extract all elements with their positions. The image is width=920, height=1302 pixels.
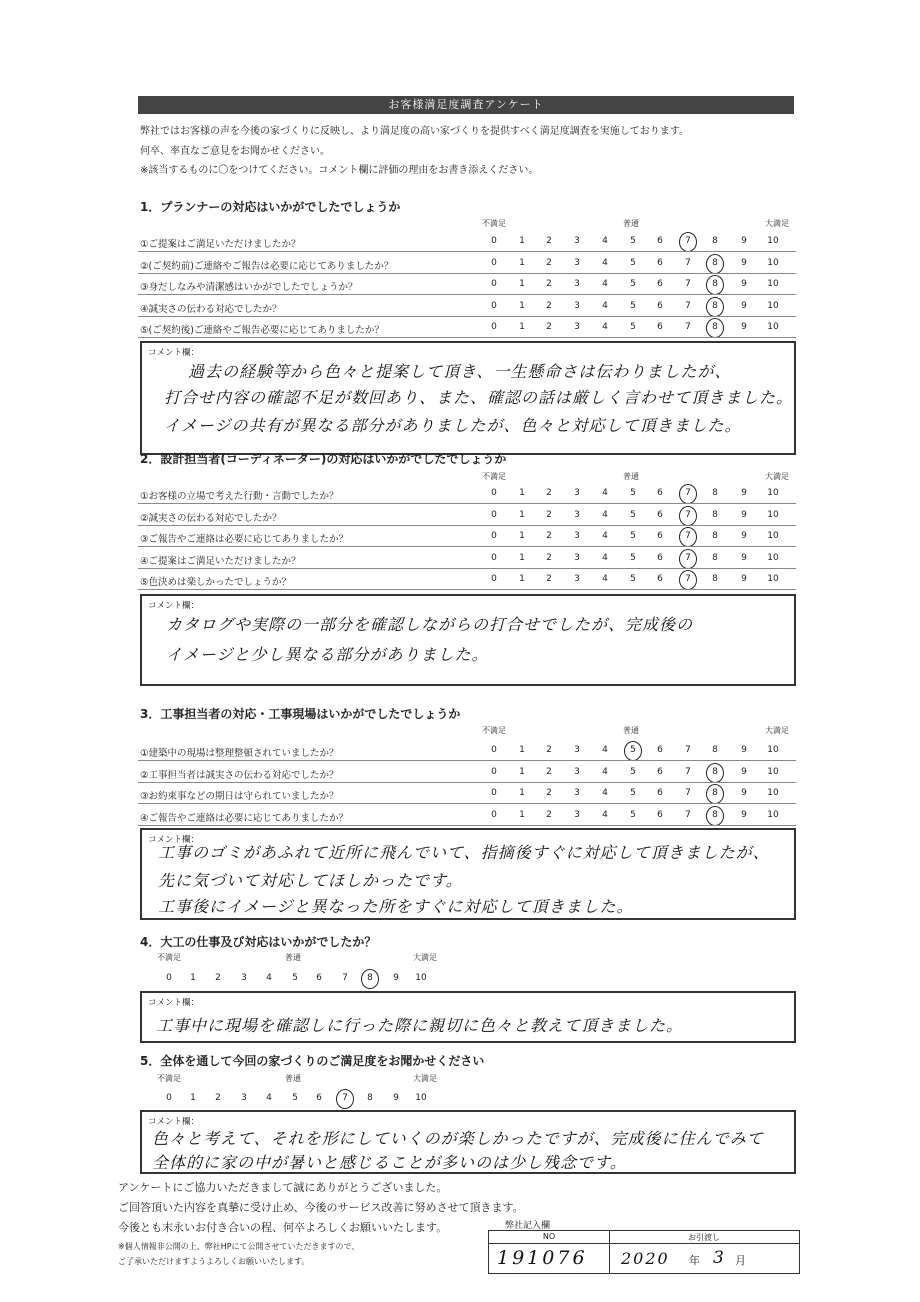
section-1-q1-option-8[interactable]: 8 <box>712 236 718 246</box>
section-1-q1-selected-circle <box>679 232 697 252</box>
section-3-q1-option-6[interactable]: 6 <box>657 745 663 755</box>
section-3-q3-option-0[interactable]: 0 <box>491 788 497 798</box>
section-3-row-divider-4 <box>138 825 796 826</box>
section-3-heading: 3．工事担当者の対応・工事現場はいかがでしたでしょうか <box>140 707 461 721</box>
section-2-q2-option-10[interactable]: 10 <box>767 509 779 520</box>
section-2-q2-option-1[interactable]: 1 <box>519 509 525 520</box>
section-1-q5-option-7[interactable]: 7 <box>685 322 691 332</box>
section-2-q5-option-1[interactable]: 1 <box>519 574 525 584</box>
section-2-heading: 2．設計担当者(コーディネーター)の対応はいかがでしたでしょうか <box>140 452 507 466</box>
admin-label: 弊社記入欄 <box>505 1221 551 1231</box>
section-1-q4-option-6[interactable]: 6 <box>657 300 663 311</box>
section-5-option-4[interactable]: 4 <box>266 1093 272 1103</box>
section-1-question-5: ⑤(ご契約後)ご連絡やご報告必要に応じてありましたか？ <box>140 325 384 336</box>
section-1-q1-option-2[interactable]: 2 <box>546 236 552 246</box>
section-3-q2-option-0[interactable]: 0 <box>491 766 497 777</box>
section-1-row-divider-2 <box>138 273 796 274</box>
footer-thanks: アンケートにご協力いただきまして誠にありがとうございました。 <box>118 1181 448 1194</box>
section-2-q2-option-7[interactable]: 7 <box>685 509 691 520</box>
comment-label: コメント欄： <box>148 1117 200 1127</box>
section-3-question-4: ④ご報告やご連絡は必要に応じてありましたか？ <box>140 812 349 824</box>
section-2-q2-option-8[interactable]: 8 <box>712 509 718 520</box>
section-3-q4-option-4[interactable]: 4 <box>602 809 608 820</box>
section-3-q1-option-4[interactable]: 4 <box>602 745 608 755</box>
section-2-q3-option-3[interactable]: 3 <box>574 531 580 541</box>
admin-month-unit: 月 <box>735 1254 746 1267</box>
section-3-q1-option-8[interactable]: 8 <box>712 745 718 755</box>
section-4-option-8[interactable]: 8 <box>367 973 373 983</box>
section-3-q1-option-5[interactable]: 5 <box>630 745 636 755</box>
section-2-q4-option-2[interactable]: 2 <box>546 552 552 563</box>
section-2-q1-option-1[interactable]: 1 <box>519 488 525 498</box>
section-2-q1-option-3[interactable]: 3 <box>574 488 580 498</box>
section-1-question-1: ①ご提案はご満足いただけましたか？ <box>140 239 301 250</box>
section-4-option-4[interactable]: 4 <box>266 973 272 983</box>
section-3-q1-option-7[interactable]: 7 <box>685 745 691 755</box>
section-1-q3-option-8[interactable]: 8 <box>712 279 718 289</box>
section-2-q3-option-0[interactable]: 0 <box>491 531 497 541</box>
section-3-q1-option-1[interactable]: 1 <box>519 745 525 755</box>
section-5-option-1[interactable]: 1 <box>190 1093 196 1103</box>
section-2-q1-option-8[interactable]: 8 <box>712 488 718 498</box>
section-3-q3-option-9[interactable]: 9 <box>741 788 747 798</box>
section-2-q5-option-3[interactable]: 3 <box>574 574 580 584</box>
section-3-q4-option-9[interactable]: 9 <box>741 809 747 820</box>
section-2-q3-selected-circle <box>679 527 697 547</box>
section-3-q3-option-5[interactable]: 5 <box>630 788 636 798</box>
section-3-scale-low: 不満足 <box>482 726 506 735</box>
section-1-q1-option-5[interactable]: 5 <box>630 236 636 246</box>
section-5-scale-low: 不満足 <box>157 1074 181 1083</box>
section-2-q2-option-5[interactable]: 5 <box>630 509 636 520</box>
section-2-q5-selected-circle <box>679 570 697 590</box>
section-1-q5-option-0[interactable]: 0 <box>491 322 497 332</box>
section-4-option-6[interactable]: 6 <box>316 973 322 983</box>
section-1-q3-option-6[interactable]: 6 <box>657 279 663 289</box>
section-3-q2-option-6[interactable]: 6 <box>657 766 663 777</box>
section-1-q4-option-9[interactable]: 9 <box>741 300 747 311</box>
section-1-q2-selected-circle <box>706 254 724 274</box>
section-2-row-divider-2 <box>138 525 796 526</box>
section-5-heading: 5．全体を通して今回の家づくりのご満足度をお聞かせください <box>140 1054 485 1068</box>
admin-month-value: 3 <box>713 1248 725 1268</box>
section-3-row-divider-2 <box>138 782 796 783</box>
section-1-q5-option-5[interactable]: 5 <box>630 322 636 332</box>
section-2-question-5: ⑤色決めは楽しかったでしょうか？ <box>140 577 292 588</box>
section-1-q3-option-5[interactable]: 5 <box>630 279 636 289</box>
admin-no-value: 191076 <box>497 1247 588 1269</box>
section-2-question-4: ④ご提案はご満足いただけましたか？ <box>140 555 301 567</box>
section-3-q2-option-4[interactable]: 4 <box>602 766 608 777</box>
section-2-question-3: ③ご報告やご連絡は必要に応じてありましたか？ <box>140 534 349 545</box>
section-2-q2-option-0[interactable]: 0 <box>491 509 497 520</box>
section-3-q3-selected-circle <box>706 784 724 804</box>
section-3-q3-option-1[interactable]: 1 <box>519 788 525 798</box>
section-3-q4-option-5[interactable]: 5 <box>630 809 636 820</box>
section-5-option-7[interactable]: 7 <box>342 1093 348 1103</box>
admin-year-unit: 年 <box>689 1254 700 1267</box>
section-3-q2-option-9[interactable]: 9 <box>741 766 747 777</box>
section-1-comment-line-3: イメージの共有が異なる部分がありましたが、色々と対応して頂きました。 <box>164 416 742 435</box>
section-1-q3-option-10[interactable]: 10 <box>767 279 779 289</box>
section-2-question-2: ②誠実さの伝わる対応でしたか？ <box>140 512 282 524</box>
section-3-row-divider-1 <box>138 760 796 761</box>
section-1-q2-option-2[interactable]: 2 <box>546 257 552 268</box>
section-2-q1-option-2[interactable]: 2 <box>546 488 552 498</box>
section-2-q2-option-2[interactable]: 2 <box>546 509 552 520</box>
section-3-q3-option-8[interactable]: 8 <box>712 788 718 798</box>
section-4-option-3[interactable]: 3 <box>241 973 247 983</box>
section-3-comment-line-3: 工事後にイメージと異なった所をすぐに対応して頂きました。 <box>158 897 634 916</box>
section-4-scale-mid: 普通 <box>285 953 301 962</box>
section-1-scale-mid: 普通 <box>623 219 639 228</box>
section-1-question-2: ②(ご契約前)ご連絡やご報告は必要に応じてありましたか？ <box>140 260 394 272</box>
section-2-question-1: ①お客様の立場で考えた行動・言動でしたか？ <box>140 491 339 502</box>
section-2-q1-option-6[interactable]: 6 <box>657 488 663 498</box>
section-1-row-divider-3 <box>138 294 796 295</box>
section-2-q3-option-9[interactable]: 9 <box>741 531 747 541</box>
section-4-comment-line-1: 工事中に現場を確認しに行った際に親切に色々と教えて頂きました。 <box>156 1016 684 1035</box>
section-1-q4-option-10[interactable]: 10 <box>767 300 779 311</box>
section-1-comment-line-1: 過去の経験等から色々と提案して頂き、一生懸命さは伝わりましたが、 <box>188 362 732 381</box>
section-1-q1-option-9[interactable]: 9 <box>741 236 747 246</box>
section-2-comment-line-2: イメージと少し異なる部分がありました。 <box>166 645 489 664</box>
privacy-note-2: ご了承いただけますようよろしくお願いいたします。 <box>118 1257 310 1266</box>
admin-header-divider <box>489 1243 799 1244</box>
section-3-q2-option-1[interactable]: 1 <box>519 766 525 777</box>
section-5-scale-high: 大満足 <box>413 1074 437 1083</box>
section-2-q1-option-10[interactable]: 10 <box>767 488 779 498</box>
section-4-option-2[interactable]: 2 <box>215 973 221 983</box>
section-2-q3-option-8[interactable]: 8 <box>712 531 718 541</box>
admin-handover-header: お引渡し <box>688 1233 720 1242</box>
section-1-comment-box <box>140 341 796 455</box>
section-3-q3-option-10[interactable]: 10 <box>767 788 779 798</box>
section-2-q3-option-7[interactable]: 7 <box>685 531 691 541</box>
section-3-q1-option-10[interactable]: 10 <box>767 745 779 755</box>
section-2-q5-option-8[interactable]: 8 <box>712 574 718 584</box>
section-3-q4-option-10[interactable]: 10 <box>767 809 779 820</box>
section-1-q4-option-0[interactable]: 0 <box>491 300 497 311</box>
section-3-question-3: ③お約束事などの期日は守られていましたか？ <box>140 791 339 802</box>
section-1-q3-option-9[interactable]: 9 <box>741 279 747 289</box>
section-1-q4-option-1[interactable]: 1 <box>519 300 525 311</box>
section-3-q2-selected-circle <box>706 763 724 783</box>
section-2-q3-option-10[interactable]: 10 <box>767 531 779 541</box>
section-5-option-6[interactable]: 6 <box>316 1093 322 1103</box>
section-2-q2-option-6[interactable]: 6 <box>657 509 663 520</box>
section-1-q4-option-4[interactable]: 4 <box>602 300 608 311</box>
section-2-q4-option-6[interactable]: 6 <box>657 552 663 563</box>
section-3-q2-option-8[interactable]: 8 <box>712 766 718 777</box>
section-2-comment-box <box>140 594 796 686</box>
section-1-q2-option-4[interactable]: 4 <box>602 257 608 268</box>
section-3-row-divider-3 <box>138 803 796 804</box>
intro-line-1: 弊社ではお客様の声を今後の家づくりに反映し、より満足度の高い家づくりを提供すべく満足度調査を実施しております。 <box>140 126 689 137</box>
section-1-q2-option-6[interactable]: 6 <box>657 257 663 268</box>
section-3-q2-option-2[interactable]: 2 <box>546 766 552 777</box>
section-1-q5-option-10[interactable]: 10 <box>767 322 779 332</box>
section-3-q3-option-4[interactable]: 4 <box>602 788 608 798</box>
section-4-option-9[interactable]: 9 <box>393 973 399 983</box>
section-1-heading: 1．プランナーの対応はいかがでしたでしょうか <box>140 200 401 214</box>
section-1-row-divider-1 <box>138 251 796 252</box>
section-2-row-divider-4 <box>138 568 796 569</box>
section-2-q2-selected-circle <box>679 506 697 526</box>
section-2-q5-option-10[interactable]: 10 <box>767 574 779 584</box>
section-1-q1-option-6[interactable]: 6 <box>657 236 663 246</box>
section-2-q5-option-0[interactable]: 0 <box>491 574 497 584</box>
section-2-q1-option-7[interactable]: 7 <box>685 488 691 498</box>
section-2-q4-selected-circle <box>679 549 697 569</box>
intro-line-2: 何卒、率直なご意見をお聞かせください。 <box>140 146 330 157</box>
comment-label: コメント欄： <box>148 998 200 1008</box>
section-1-q2-option-7[interactable]: 7 <box>685 257 691 268</box>
section-1-q2-option-1[interactable]: 1 <box>519 257 525 268</box>
section-2-q1-option-0[interactable]: 0 <box>491 488 497 498</box>
section-1-scale-low: 不満足 <box>482 219 506 228</box>
intro-line-3: ※該当するものに〇をつけてください。コメント欄に評価の理由をお書き添えください。 <box>140 165 539 176</box>
section-4-selected-circle <box>361 969 379 989</box>
section-2-row-divider-5 <box>138 589 796 590</box>
section-2-q3-option-5[interactable]: 5 <box>630 531 636 541</box>
section-3-comment-box <box>140 828 796 920</box>
section-2-q3-option-1[interactable]: 1 <box>519 531 525 541</box>
section-5-comment-line-2: 全体的に家の中が暑いと感じることが多いのは少し残念です。 <box>152 1153 627 1172</box>
section-2-scale-high: 大満足 <box>765 472 789 481</box>
section-3-question-2: ②工事担当者は誠実さの伝わる対応でしたか？ <box>140 769 339 781</box>
section-2-row-divider-3 <box>138 546 796 547</box>
section-5-option-5[interactable]: 5 <box>292 1093 298 1103</box>
section-2-q4-option-1[interactable]: 1 <box>519 552 525 563</box>
section-1-q4-option-5[interactable]: 5 <box>630 300 636 311</box>
section-3-q1-option-9[interactable]: 9 <box>741 745 747 755</box>
section-1-q4-option-2[interactable]: 2 <box>546 300 552 311</box>
section-3-scale-high: 大満足 <box>765 726 789 735</box>
section-3-q4-option-2[interactable]: 2 <box>546 809 552 820</box>
section-2-q3-option-6[interactable]: 6 <box>657 531 663 541</box>
comment-label: コメント欄： <box>148 835 200 845</box>
section-2-q4-option-8[interactable]: 8 <box>712 552 718 563</box>
section-1-q3-selected-circle <box>706 275 724 295</box>
section-1-q5-option-9[interactable]: 9 <box>741 322 747 332</box>
section-2-q1-option-4[interactable]: 4 <box>602 488 608 498</box>
section-2-q2-option-4[interactable]: 4 <box>602 509 608 520</box>
section-2-q5-option-7[interactable]: 7 <box>685 574 691 584</box>
section-2-q3-option-4[interactable]: 4 <box>602 531 608 541</box>
section-3-q1-selected-circle <box>624 741 642 761</box>
section-1-q1-option-0[interactable]: 0 <box>491 236 497 246</box>
section-3-comment-line-1: 工事のゴミがあふれて近所に飛んでいて、指摘後すぐに対応して頂きましたが、 <box>158 843 770 862</box>
section-2-q2-option-9[interactable]: 9 <box>741 509 747 520</box>
section-2-scale-low: 不満足 <box>482 472 506 481</box>
section-1-q1-option-10[interactable]: 10 <box>767 236 779 246</box>
section-3-q2-option-3[interactable]: 3 <box>574 766 580 777</box>
section-1-q5-option-1[interactable]: 1 <box>519 322 525 332</box>
section-1-q3-option-7[interactable]: 7 <box>685 279 691 289</box>
section-3-q1-option-2[interactable]: 2 <box>546 745 552 755</box>
section-3-scale-mid: 普通 <box>623 726 639 735</box>
section-2-q4-option-3[interactable]: 3 <box>574 552 580 563</box>
section-3-comment-line-2: 先に気づいて対応してほしかったです。 <box>158 871 463 890</box>
section-1-q2-option-3[interactable]: 3 <box>574 257 580 268</box>
section-2-q4-option-7[interactable]: 7 <box>685 552 691 563</box>
section-2-q4-option-9[interactable]: 9 <box>741 552 747 563</box>
section-5-option-8[interactable]: 8 <box>367 1093 373 1103</box>
section-1-question-4: ④誠実さの伝わる対応でしたか？ <box>140 303 282 315</box>
section-1-q5-selected-circle <box>706 318 724 338</box>
comment-label: コメント欄： <box>148 601 200 611</box>
section-5-option-2[interactable]: 2 <box>215 1093 221 1103</box>
section-1-q5-option-3[interactable]: 3 <box>574 322 580 332</box>
section-3-q3-option-2[interactable]: 2 <box>546 788 552 798</box>
section-1-comment-line-2: 打合せ内容の確認不足が数回あり、また、確認の話は厳しく言わせて頂きました。 <box>164 388 794 407</box>
section-2-q4-option-10[interactable]: 10 <box>767 552 779 563</box>
section-2-q1-selected-circle <box>679 484 697 504</box>
section-2-q2-option-3[interactable]: 3 <box>574 509 580 520</box>
section-1-q1-option-7[interactable]: 7 <box>685 236 691 246</box>
section-4-comment-box <box>140 991 796 1043</box>
section-5-option-10[interactable]: 10 <box>415 1093 427 1103</box>
section-1-q1-option-3[interactable]: 3 <box>574 236 580 246</box>
section-1-q5-option-4[interactable]: 4 <box>602 322 608 332</box>
section-2-scale-mid: 普通 <box>623 472 639 481</box>
section-1-q1-option-4[interactable]: 4 <box>602 236 608 246</box>
section-1-q2-option-9[interactable]: 9 <box>741 257 747 268</box>
section-4-scale-low: 不満足 <box>157 953 181 962</box>
section-1-q3-option-0[interactable]: 0 <box>491 279 497 289</box>
section-1-q4-option-3[interactable]: 3 <box>574 300 580 311</box>
section-1-q2-option-8[interactable]: 8 <box>712 257 718 268</box>
section-5-comment-line-1: 色々と考えて、それを形にしていくのが楽しかったですが、完成後に住んでみて <box>152 1129 764 1148</box>
section-2-q5-option-2[interactable]: 2 <box>546 574 552 584</box>
section-3-q2-option-5[interactable]: 5 <box>630 766 636 777</box>
section-2-row-divider-1 <box>138 503 796 504</box>
section-2-q5-option-6[interactable]: 6 <box>657 574 663 584</box>
section-3-question-1: ①建築中の現場は整理整頓されていましたか？ <box>140 748 339 759</box>
section-2-q4-option-0[interactable]: 0 <box>491 552 497 563</box>
section-2-q5-option-9[interactable]: 9 <box>741 574 747 584</box>
privacy-note-1: ※個人情報非公開の上、弊社HPにて公開させていただきますので、 <box>118 1242 360 1251</box>
survey-title: お客様満足度調査アンケート <box>138 96 794 114</box>
admin-year-value: 2020 <box>621 1249 670 1268</box>
section-3-q4-option-6[interactable]: 6 <box>657 809 663 820</box>
section-4-option-0[interactable]: 0 <box>166 973 172 983</box>
section-4-heading: 4．大工の仕事及び対応はいかがでしたか？ <box>140 935 377 949</box>
section-5-scale-mid: 普通 <box>285 1074 301 1083</box>
section-1-q3-option-4[interactable]: 4 <box>602 279 608 289</box>
section-1-row-divider-5 <box>138 337 796 338</box>
section-2-q1-option-9[interactable]: 9 <box>741 488 747 498</box>
section-1-row-divider-4 <box>138 316 796 317</box>
section-4-option-5[interactable]: 5 <box>292 973 298 983</box>
section-5-option-0[interactable]: 0 <box>166 1093 172 1103</box>
section-2-q5-option-4[interactable]: 4 <box>602 574 608 584</box>
admin-box <box>488 1230 800 1274</box>
section-1-q3-option-1[interactable]: 1 <box>519 279 525 289</box>
section-1-q3-option-3[interactable]: 3 <box>574 279 580 289</box>
section-1-q2-option-5[interactable]: 5 <box>630 257 636 268</box>
section-1-q4-selected-circle <box>706 297 724 317</box>
section-5-option-9[interactable]: 9 <box>393 1093 399 1103</box>
section-1-q5-option-2[interactable]: 2 <box>546 322 552 332</box>
section-3-q3-option-6[interactable]: 6 <box>657 788 663 798</box>
section-3-q4-selected-circle <box>706 806 724 826</box>
section-3-q4-option-3[interactable]: 3 <box>574 809 580 820</box>
section-4-option-10[interactable]: 10 <box>415 973 427 983</box>
section-1-q4-option-7[interactable]: 7 <box>685 300 691 311</box>
section-3-q4-option-0[interactable]: 0 <box>491 809 497 820</box>
section-2-q4-option-4[interactable]: 4 <box>602 552 608 563</box>
section-1-scale-high: 大満足 <box>765 219 789 228</box>
section-1-q2-option-0[interactable]: 0 <box>491 257 497 268</box>
section-3-q4-option-7[interactable]: 7 <box>685 809 691 820</box>
section-3-q4-option-1[interactable]: 1 <box>519 809 525 820</box>
section-1-q5-option-8[interactable]: 8 <box>712 322 718 332</box>
section-2-comment-line-1: カタログや実際の一部分を確認しながらの打合せでしたが、完成後の <box>166 615 694 634</box>
section-1-q5-option-6[interactable]: 6 <box>657 322 663 332</box>
section-2-q5-option-5[interactable]: 5 <box>630 574 636 584</box>
section-1-q4-option-8[interactable]: 8 <box>712 300 718 311</box>
section-3-q1-option-3[interactable]: 3 <box>574 745 580 755</box>
section-1-q1-option-1[interactable]: 1 <box>519 236 525 246</box>
section-3-q3-option-3[interactable]: 3 <box>574 788 580 798</box>
section-5-comment-box <box>140 1110 796 1174</box>
section-3-q2-option-10[interactable]: 10 <box>767 766 779 777</box>
section-1-q3-option-2[interactable]: 2 <box>546 279 552 289</box>
footer-commitment: ご回答頂いた内容を真摯に受け止め、今後のサービス改善に努めさせて頂きます。 <box>118 1201 524 1214</box>
section-3-q4-option-8[interactable]: 8 <box>712 809 718 820</box>
section-2-q1-option-5[interactable]: 5 <box>630 488 636 498</box>
section-4-option-1[interactable]: 1 <box>190 973 196 983</box>
section-2-q3-option-2[interactable]: 2 <box>546 531 552 541</box>
section-3-q3-option-7[interactable]: 7 <box>685 788 691 798</box>
comment-label: コメント欄： <box>148 348 200 358</box>
section-4-option-7[interactable]: 7 <box>342 973 348 983</box>
section-5-option-3[interactable]: 3 <box>241 1093 247 1103</box>
section-4-scale-high: 大満足 <box>413 953 437 962</box>
admin-no-header: NO <box>542 1232 556 1241</box>
section-5-selected-circle <box>336 1089 354 1109</box>
section-1-q2-option-10[interactable]: 10 <box>767 257 779 268</box>
section-3-q2-option-7[interactable]: 7 <box>685 766 691 777</box>
section-2-q4-option-5[interactable]: 5 <box>630 552 636 563</box>
footer-regards: 今後とも末永いお付き合いの程、何卒よろしくお願いいたします。 <box>118 1221 448 1234</box>
section-1-question-3: ③身だしなみや清潔感はいかがでしたでしょうか？ <box>140 282 358 293</box>
section-3-q1-option-0[interactable]: 0 <box>491 745 497 755</box>
